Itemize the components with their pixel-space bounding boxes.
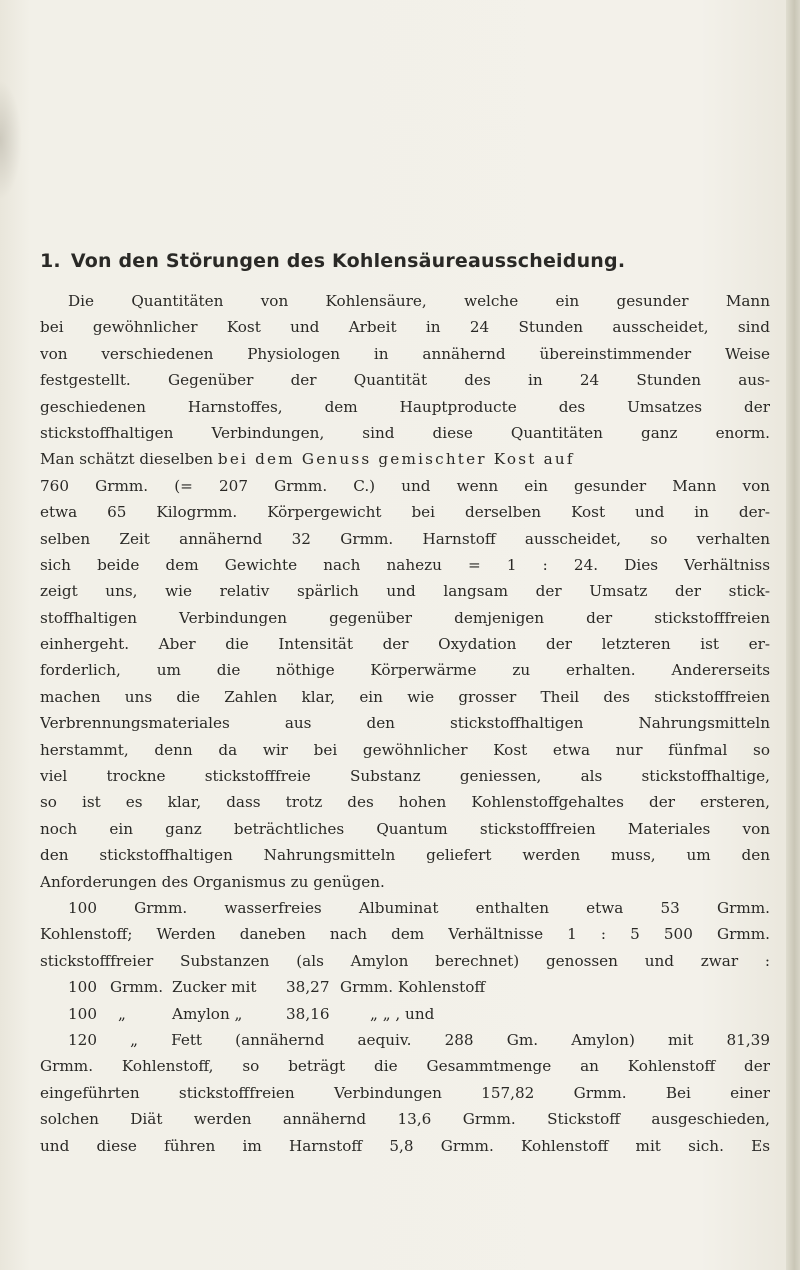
list-qty: 100 xyxy=(68,978,97,997)
text-line: forderlich, um die nöthige Körperwärme zu erhalten. Andererseits xyxy=(40,661,770,680)
text-line: eingeführten stickstofffreien Verbindungen 157,82 Grmm. Bei einer xyxy=(40,1083,770,1102)
text-line: stoffhaltigen Verbindungen gegenüber demjenigen der stickstofffreien xyxy=(40,608,770,627)
body-text xyxy=(40,288,770,1159)
list-value: 38,27 xyxy=(286,978,330,997)
page-smudge xyxy=(0,80,22,200)
text-line: stickstoffhaltigen Verbindungen, sind diese Quantitäten ganz enorm. xyxy=(40,423,770,442)
text-segment: Man schätzt dieselben xyxy=(40,450,218,469)
text-line: festgestellt. Gegenüber der Quantität des in 24 Stunden aus- xyxy=(40,371,770,390)
text-line: stickstofffreier Substanzen (als Amylon berechnet) genossen und zwar : xyxy=(40,951,770,970)
text-line: und diese führen im Harnstoff 5,8 Grmm. Kohlenstoff mit sich. Es xyxy=(40,1136,770,1155)
text-line-spaced xyxy=(40,446,770,472)
text-line: geschiedenen Harnstoffes, dem Hauptproducte des Umsatzes der xyxy=(40,397,770,416)
list-value: 38,16 xyxy=(286,1004,330,1023)
list-tail: „ „ , und xyxy=(370,1004,435,1023)
text-line: bei gewöhnlicher Kost und Arbeit in 24 Stunden ausscheidet, sind xyxy=(40,318,770,337)
text-line: Die Quantitäten von Kohlensäure, welche ein gesunder Mann xyxy=(68,292,770,310)
text-line: Kohlenstoff; Werden daneben nach dem Verhältnisse 1 : 5 500 Grmm. xyxy=(40,925,770,944)
text-line: etwa 65 Kilogrmm. Körpergewicht bei derselben Kost und in der- xyxy=(40,503,770,522)
list-item xyxy=(40,1001,770,1027)
page-edge xyxy=(786,0,800,1270)
list-item: 120 „ Fett (annähernd aequiv. 288 Gm. Amylon) mit 81,39 xyxy=(68,1030,770,1049)
text-line: einhergeht. Aber die Intensität der Oxydation der letzteren ist er- xyxy=(40,635,770,654)
text-line: zeigt uns, wie relativ spärlich und langsam der Umsatz der stick- xyxy=(40,582,770,601)
section-heading xyxy=(40,250,780,272)
text-line: machen uns die Zahlen klar, ein wie grosser Theil des stickstofffreien xyxy=(40,687,770,706)
text-line: solchen Diät werden annähernd 13,6 Grmm. Stickstoff ausgeschieden, xyxy=(40,1110,770,1129)
text-line: Grmm. Kohlenstoff, so beträgt die Gesammtmenge an Kohlenstoff der xyxy=(40,1057,770,1076)
text-line: Verbrennungsmateriales aus den stickstoffhaltigen Nahrungsmitteln xyxy=(40,714,770,733)
text-line: 100 Grmm. wasserfreies Albuminat enthalten etwa 53 Grmm. xyxy=(68,898,770,917)
list-tail: Grmm. Kohlenstoff xyxy=(340,978,486,997)
list-unit: „ xyxy=(118,1004,126,1023)
text-line: so ist es klar, dass trotz des hohen Kohlenstoffgehaltes der ersteren, xyxy=(40,793,770,812)
section-title: Von den Störungen des Kohlensäureausscheidung. xyxy=(70,250,626,272)
text-line: 760 Grmm. (= 207 Grmm. C.) und wenn ein gesunder Mann von xyxy=(40,476,770,495)
spaced-emphasis: bei dem Genuss gemischter Kost auf xyxy=(217,450,575,469)
text-line: den stickstoffhaltigen Nahrungsmitteln geliefert werden muss, um den xyxy=(40,846,770,865)
list-item xyxy=(40,974,770,1000)
text-line: herstammt, denn da wir bei gewöhnlicher Kost etwa nur fünfmal so xyxy=(40,740,770,759)
text-line: selben Zeit annähernd 32 Grmm. Harnstoff ausscheidet, so verhalten xyxy=(40,529,770,548)
text-line: viel trockne stickstofffreie Substanz geniessen, als stickstoffhaltige, xyxy=(40,767,770,786)
text-line: noch ein ganz beträchtliches Quantum stickstofffreien Materiales von xyxy=(40,819,770,838)
list-name: Amylon „ xyxy=(172,1004,243,1023)
list-unit: Grmm. xyxy=(110,978,164,997)
list-qty: 100 xyxy=(68,1004,97,1023)
text-line: Anforderungen des Organismus zu genügen. xyxy=(40,872,385,891)
text-line: sich beide dem Gewichte nach nahezu = 1 : 24. Dies Verhältniss xyxy=(40,555,770,574)
list-name: Zucker mit xyxy=(172,978,257,997)
section-number: 1. xyxy=(40,250,61,272)
text-line: von verschiedenen Physiologen in annähernd übereinstimmender Weise xyxy=(40,344,770,363)
